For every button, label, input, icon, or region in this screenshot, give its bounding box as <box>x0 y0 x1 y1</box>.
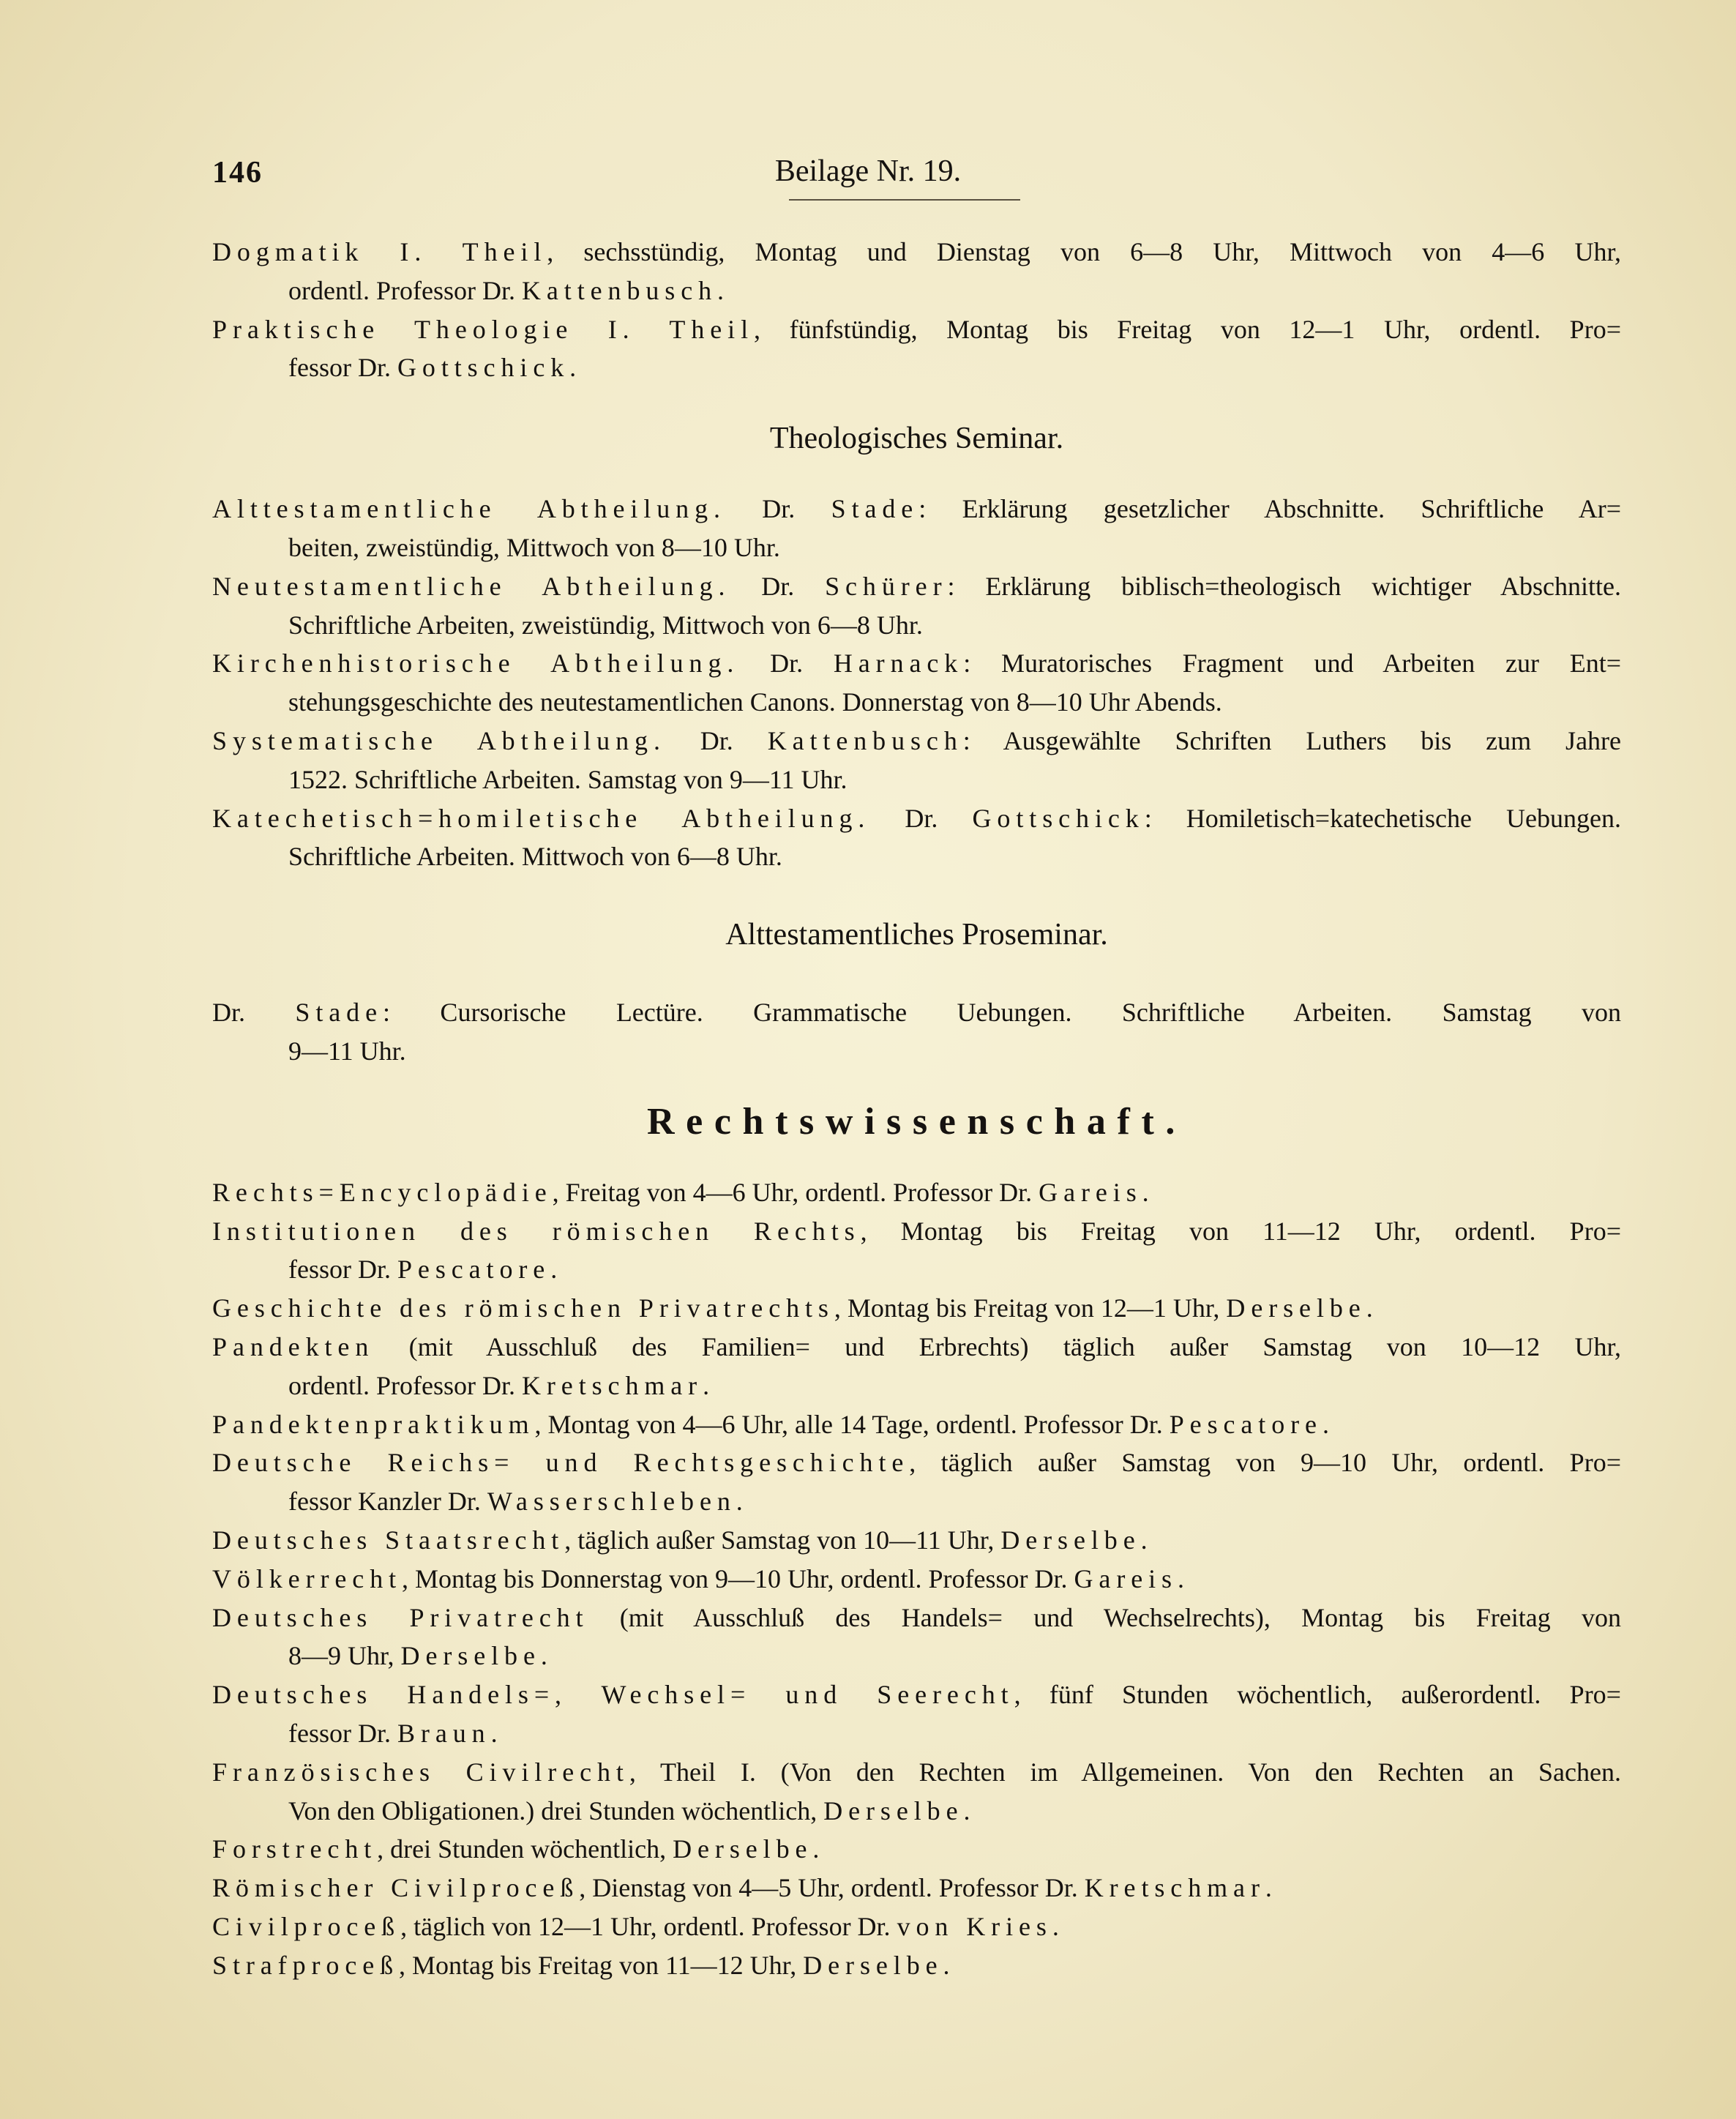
text-segment: , Freitag von 4—6 Uhr, ordentl. Professor Dr. <box>552 1177 1039 1207</box>
course-entry <box>212 1328 1621 1405</box>
text-line <box>212 1250 1621 1289</box>
text-line <box>212 1521 1621 1560</box>
course-entry <box>212 1907 1621 1946</box>
spaced-emphasis: von Kries <box>897 1911 1052 1941</box>
course-entry <box>212 310 1621 388</box>
text-segment: . <box>569 353 577 383</box>
text-segment: , fünfstündig, Montag bis Freitag von 12—1 Uhr, ordentl. Pro= <box>754 314 1621 344</box>
faculty-heading: Rechtswissenschaft. <box>647 1100 1186 1143</box>
text-segment: fessor Dr. <box>288 353 397 383</box>
course-entry <box>212 1599 1621 1676</box>
course-entry <box>212 233 1621 310</box>
spaced-emphasis: Kretschmar <box>521 1370 703 1400</box>
text-line <box>212 1289 1621 1328</box>
page-number: 146 <box>212 156 263 190</box>
spaced-emphasis: Derselbe <box>1000 1525 1141 1555</box>
text-segment: . <box>1052 1911 1059 1941</box>
text-segment: . <box>736 1487 743 1517</box>
spaced-emphasis: Alttestamentliche Abtheilung. <box>212 494 726 524</box>
spaced-emphasis: Pescatore <box>1169 1409 1322 1439</box>
text-segment: 8—9 Uhr, <box>288 1641 401 1671</box>
text-segment: : Ausgewählte Schriften Luthers bis zum Jahre <box>962 725 1621 755</box>
text-segment: , Montag bis Freitag von 12—1 Uhr, <box>834 1293 1227 1323</box>
text-segment: , Dienstag von 4—5 Uhr, ordentl. Professor Dr. <box>579 1873 1085 1903</box>
course-entry <box>212 1212 1621 1290</box>
text-line <box>212 1946 1621 1985</box>
spaced-emphasis: Völkerrecht <box>212 1563 403 1593</box>
text-segment: : Cursorische Lectüre. Grammatische Uebungen. Schriftliche Arbeiten. Samstag von <box>383 998 1621 1028</box>
spaced-emphasis: Gareis <box>1074 1563 1178 1593</box>
course-entry <box>212 490 1621 567</box>
text-segment: 1522. Schriftliche Arbeiten. Samstag von 9—11 Uhr. <box>288 764 848 794</box>
spaced-emphasis: Deutsches Handels=, Wechsel= und Seerecht <box>212 1680 1014 1710</box>
text-segment: Dr. <box>739 649 834 679</box>
text-segment: . <box>490 1718 498 1748</box>
text-segment: : Erklärung gesetzlicher Abschnitte. Schriftliche Ar= <box>918 494 1621 524</box>
text-segment: Von den Obligationen.) drei Stunden wöchentlich, <box>288 1795 824 1825</box>
text-segment: . <box>1140 1525 1148 1555</box>
text-segment: . <box>550 1255 558 1285</box>
spaced-emphasis: Pandekten <box>212 1331 375 1361</box>
text-line <box>212 1753 1621 1792</box>
text-segment: fessor Kanzler Dr. <box>288 1487 487 1517</box>
course-entry <box>212 1946 1621 1985</box>
spaced-emphasis: Derselbe <box>803 1950 943 1980</box>
spaced-emphasis: Kattenbusch <box>767 725 963 755</box>
spaced-emphasis: Pescatore <box>397 1255 551 1285</box>
course-entry <box>212 1405 1621 1444</box>
text-line <box>212 606 1621 645</box>
spaced-emphasis: Deutsches Staatsrecht <box>212 1525 565 1555</box>
page-body <box>212 233 1621 1984</box>
text-segment: , täglich außer Samstag von 10—11 Uhr, <box>564 1525 1001 1555</box>
spaced-emphasis: Derselbe <box>823 1795 964 1825</box>
spaced-emphasis: Praktische Theologie I. Theil <box>212 314 754 344</box>
text-segment: . <box>943 1950 950 1980</box>
course-entry <box>212 1869 1621 1907</box>
spaced-emphasis: Derselbe <box>1226 1293 1366 1323</box>
text-line <box>212 1212 1621 1251</box>
course-entry <box>212 1443 1621 1521</box>
text-segment: Dr. <box>870 803 973 833</box>
course-entry <box>212 722 1621 799</box>
text-line <box>212 722 1621 760</box>
text-segment: fessor Dr. <box>288 1255 397 1285</box>
text-segment: . <box>812 1834 820 1864</box>
spaced-emphasis: Kirchenhistorische Abtheilung. <box>212 649 740 679</box>
text-segment: . <box>1366 1293 1373 1323</box>
spaced-emphasis: Strafproceß <box>212 1950 400 1980</box>
text-line <box>212 1482 1621 1521</box>
spaced-emphasis: Stade <box>831 494 919 524</box>
text-line <box>212 799 1621 838</box>
text-line <box>212 1830 1621 1869</box>
spaced-emphasis: Schürer <box>825 571 948 601</box>
text-segment: Schriftliche Arbeiten, zweistündig, Mittwoch von 6—8 Uhr. <box>288 610 923 640</box>
text-segment: . <box>1142 1177 1149 1207</box>
text-segment: , drei Stunden wöchentlich, <box>377 1834 673 1864</box>
spaced-emphasis: Geschichte des römischen Privatrechts <box>212 1293 834 1323</box>
course-entry <box>212 1830 1621 1869</box>
spaced-emphasis: Deutsches Privatrecht <box>212 1602 589 1632</box>
text-segment: : Erklärung biblisch=theologisch wichtiger Abschnitte. <box>947 571 1621 601</box>
text-segment: 9—11 Uhr. <box>288 1036 406 1066</box>
text-line <box>212 1405 1621 1444</box>
text-line <box>212 1907 1621 1946</box>
text-line <box>212 272 1621 310</box>
spaced-emphasis: Französisches Civilrecht <box>212 1757 629 1787</box>
text-line <box>212 1792 1621 1831</box>
section-heading: Theologisches Seminar. <box>769 422 1064 456</box>
text-segment: . <box>963 1795 970 1825</box>
spaced-emphasis: Stade <box>295 998 384 1028</box>
text-segment: . <box>540 1641 547 1671</box>
spaced-emphasis: Dogmatik I. Theil <box>212 237 547 266</box>
text-segment: . <box>717 275 725 305</box>
spaced-emphasis: Kattenbusch <box>521 275 718 305</box>
spaced-emphasis: Deutsche Reichs= und Rechtsgeschichte <box>212 1448 910 1478</box>
spaced-emphasis: Derselbe <box>400 1641 541 1671</box>
text-line <box>212 1032 1621 1071</box>
text-segment: , täglich außer Samstag von 9—10 Uhr, ordentl. Pro= <box>909 1448 1621 1478</box>
text-line <box>212 837 1621 876</box>
text-line <box>212 1599 1621 1637</box>
text-segment: : Homiletisch=katechetische Uebungen. <box>1144 803 1621 833</box>
text-line <box>212 490 1621 528</box>
course-entry <box>212 799 1621 877</box>
section-heading: Alttestamentliches Proseminar. <box>725 918 1108 952</box>
text-segment: , Theil I. (Von den Rechten im Allgemeinen. Von den Rechten an Sachen. <box>629 1757 1621 1787</box>
spaced-emphasis: Pandektenpraktikum <box>212 1409 535 1439</box>
text-line <box>212 1367 1621 1405</box>
spaced-emphasis: Civilproceß <box>212 1911 401 1941</box>
text-segment: . <box>1178 1563 1184 1593</box>
text-line <box>212 644 1621 683</box>
spaced-emphasis: Derselbe <box>673 1834 813 1864</box>
course-entry <box>212 1173 1621 1212</box>
text-line <box>212 1637 1621 1675</box>
text-line <box>212 1675 1621 1714</box>
text-segment: . <box>1265 1873 1272 1903</box>
course-entry <box>212 993 1621 1071</box>
text-line <box>212 993 1621 1032</box>
text-line <box>212 1443 1621 1482</box>
spaced-emphasis: Kretschmar <box>1084 1873 1265 1903</box>
text-line <box>212 1173 1621 1212</box>
text-segment: , sechsstündig, Montag und Dienstag von 6—8 Uhr, Mittwoch von 4—6 Uhr, <box>547 237 1621 266</box>
course-entry <box>212 567 1621 645</box>
spaced-emphasis: Harnack <box>833 649 964 679</box>
text-line <box>212 528 1621 567</box>
course-entry <box>212 1753 1621 1831</box>
spaced-emphasis: Gareis <box>1039 1177 1142 1207</box>
header-rule <box>789 199 1020 201</box>
spaced-emphasis: Gottschick <box>397 353 570 383</box>
text-line <box>212 348 1621 387</box>
text-line <box>212 1560 1621 1599</box>
text-line <box>212 1328 1621 1367</box>
text-line <box>212 683 1621 722</box>
spaced-emphasis: Rechts=Encyclopädie <box>212 1177 553 1207</box>
text-segment: ordentl. Professor Dr. <box>288 1370 522 1400</box>
text-segment: : Muratorisches Fragment und Arbeiten zur Ent= <box>963 649 1621 679</box>
course-entry <box>212 1289 1621 1328</box>
text-segment: (mit Ausschluß des Handels= und Wechselrechts), Montag bis Freitag von <box>588 1602 1621 1632</box>
text-segment: ordentl. Professor Dr. <box>288 275 522 305</box>
text-segment: , fünf Stunden wöchentlich, außerordentl. Pro= <box>1014 1680 1621 1710</box>
text-segment: fessor Dr. <box>288 1718 397 1748</box>
course-entry <box>212 1521 1621 1560</box>
spaced-emphasis: Römischer Civilproceß <box>212 1873 580 1903</box>
text-segment: beiten, zweistündig, Mittwoch von 8—10 Uhr. <box>288 532 780 562</box>
text-line <box>212 567 1621 606</box>
spaced-emphasis: Braun <box>397 1718 491 1748</box>
text-segment: , Montag bis Freitag von 11—12 Uhr, <box>399 1950 804 1980</box>
text-segment: Schriftliche Arbeiten. Mittwoch von 6—8 Uhr. <box>288 842 782 872</box>
spaced-emphasis: Katechetisch=homiletische Abtheilung. <box>212 803 871 833</box>
text-line <box>212 760 1621 799</box>
spaced-emphasis: Wasserschleben <box>487 1487 736 1517</box>
text-segment: Dr. <box>665 725 768 755</box>
text-segment: , Montag bis Freitag von 11—12 Uhr, ordentl. Pro= <box>860 1216 1621 1246</box>
text-segment: Dr. <box>725 494 831 524</box>
spaced-emphasis: Forstrecht <box>212 1834 378 1864</box>
text-line <box>212 310 1621 349</box>
text-segment: , Montag bis Donnerstag von 9—10 Uhr, ordentl. Professor Dr. <box>402 1563 1074 1593</box>
spaced-emphasis: Systematische Abtheilung. <box>212 725 666 755</box>
text-segment: , Montag von 4—6 Uhr, alle 14 Tage, ordentl. Professor Dr. <box>534 1409 1170 1439</box>
text-segment: Dr. <box>730 571 826 601</box>
spaced-emphasis: Gottschick <box>972 803 1145 833</box>
text-segment: stehungsgeschichte des neutestamentlichen Canons. Donnerstag von 8—10 Uhr Abends. <box>288 687 1222 717</box>
text-segment: , täglich von 12—1 Uhr, ordentl. Professor Dr. <box>400 1911 897 1941</box>
text-line <box>212 233 1621 272</box>
text-segment: (mit Ausschluß des Familien= und Erbrechts) täglich außer Samstag von 10—12 Uhr, <box>374 1331 1621 1361</box>
course-entry <box>212 1675 1621 1753</box>
text-line <box>212 1869 1621 1907</box>
course-entry <box>212 1560 1621 1599</box>
text-line <box>212 1714 1621 1753</box>
text-segment: . <box>703 1370 710 1400</box>
spaced-emphasis: Neutestamentliche Abtheilung. <box>212 571 731 601</box>
running-head: Beilage Nr. 19. <box>774 154 962 188</box>
course-entry <box>212 644 1621 722</box>
text-segment: . <box>1322 1409 1329 1439</box>
spaced-emphasis: Institutionen des römischen Rechts <box>212 1216 861 1246</box>
text-segment: Dr. <box>212 998 296 1028</box>
